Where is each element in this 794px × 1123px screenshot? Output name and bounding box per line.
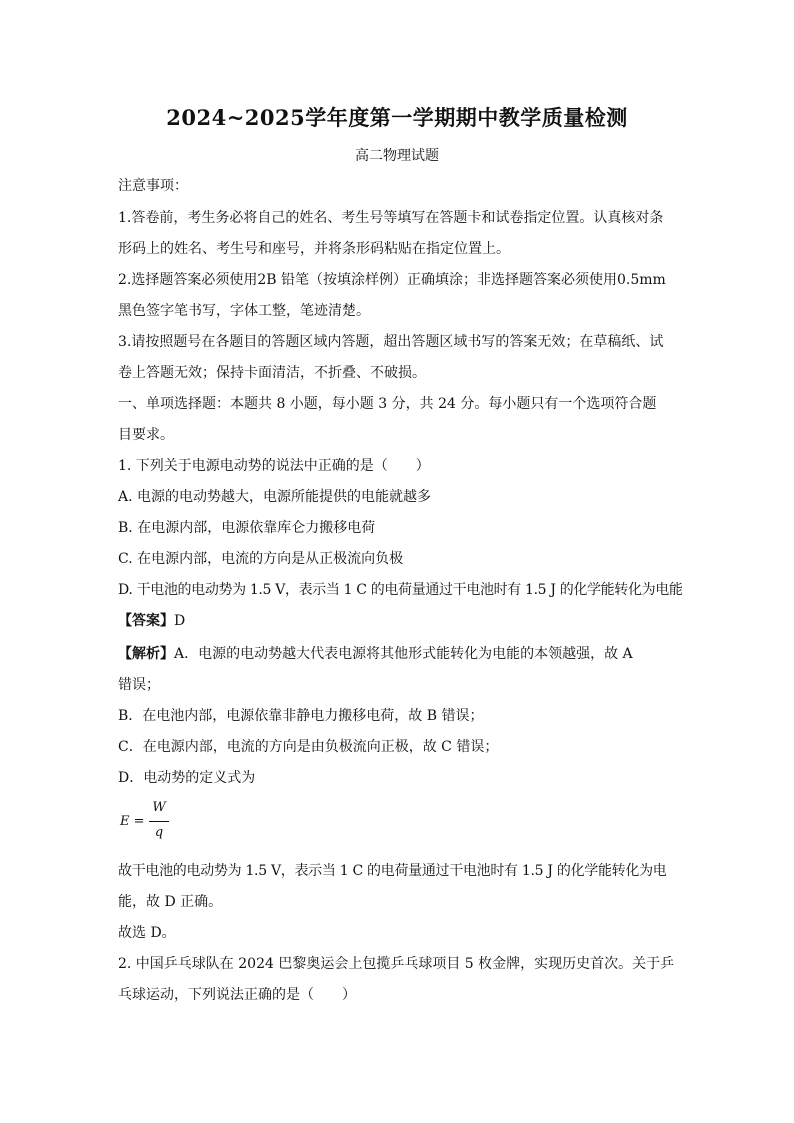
analysis-tag: 【解析】 <box>118 646 174 662</box>
exam-subtitle: 高二物理试题 <box>355 148 439 164</box>
conclusion-line-1: 故干电池的电动势为 1.5 V，表示当 1 C 的电荷量通过干电池时有 1.5 J 的化学能转化为电 <box>118 863 667 879</box>
formula-denominator: q <box>154 825 164 840</box>
notice-item-2-line-2: 黑色签字笔书写，字体工整，笔迹清楚。 <box>118 303 370 319</box>
notice-item-1-line-2: 形码上的姓名、考生号和座号，并将条形码粘贴在指定位置上。 <box>118 241 510 257</box>
section-heading-line-2: 目要求。 <box>118 427 174 443</box>
analysis-d: D．电动势的定义式为 <box>118 770 256 786</box>
analysis-b: B．在电池内部，电源依靠非静电力搬移电荷，故 B 错误； <box>118 708 484 724</box>
analysis-line-1 <box>118 645 678 663</box>
question-1-option-d: D. 干电池的电动势为 1.5 V，表示当 1 C 的电荷量通过干电池时有 1.5 J 的化学能转化为电能 <box>118 582 683 598</box>
notice-item-1-line-1: 1.答卷前，考生务必将自己的姓名、考生号等填写在答题卡和试卷指定位置。认真核对条 <box>118 210 664 226</box>
exam-title: 2024~2025学年度第一学期期中教学质量检测 <box>166 105 628 130</box>
analysis-c: C．在电源内部，电流的方向是由负极流向正极，故 C 错误； <box>118 739 499 755</box>
question-1-stem: 1. 下列关于电源电动势的说法中正确的是（ ） <box>118 458 430 474</box>
formula-numerator: W <box>152 800 166 815</box>
notice-item-3-line-1: 3.请按照题号在各题目的答题区域内答题，超出答题区域书写的答案无效；在草稿纸、试 <box>118 334 664 350</box>
notice-item-3-line-2: 卷上答题无效；保持卡面清洁，不折叠、不破损。 <box>118 365 426 381</box>
formula-lhs: E = <box>120 814 145 829</box>
analysis-a-text: A．电源的电动势越大代表电源将其他形式能转化为电能的本领越强，故 A <box>174 646 633 662</box>
question-2-line-1: 2. 中国乒乓球队在 2024 巴黎奥运会上包揽乒乓球项目 5 枚金牌，实现历史首次。关于乒 <box>118 956 675 972</box>
question-1-option-b: B. 在电源内部，电源依靠库仑力搬移电荷 <box>118 520 376 536</box>
answer-line <box>118 612 678 630</box>
question-1-option-c: C. 在电源内部，电流的方向是从正极流向负极 <box>118 551 404 567</box>
final-answer: 故选 D。 <box>118 925 176 941</box>
question-1-option-a: A. 电源的电动势越大，电源所能提供的电能就越多 <box>118 489 432 505</box>
notice-item-2-line-1: 2.选择题答案必须使用2B 铅笔（按填涂样例）正确填涂；非选择题答案必须使用0.5mm <box>118 272 666 288</box>
question-2-line-2: 乓球运动，下列说法正确的是（ ） <box>118 987 356 1003</box>
analysis-line-2: 错误； <box>118 677 160 693</box>
answer-value: D <box>174 613 186 629</box>
answer-tag: 【答案】 <box>118 613 174 629</box>
emf-formula <box>120 800 180 846</box>
notice-heading: 注意事项： <box>118 178 188 194</box>
fraction-bar <box>149 821 169 822</box>
conclusion-line-2: 能，故 D 正确。 <box>118 894 223 910</box>
section-heading-line-1: 一、单项选择题：本题共 8 小题，每小题 3 分，共 24 分。每小题只有一个选项符合题 <box>118 396 657 412</box>
